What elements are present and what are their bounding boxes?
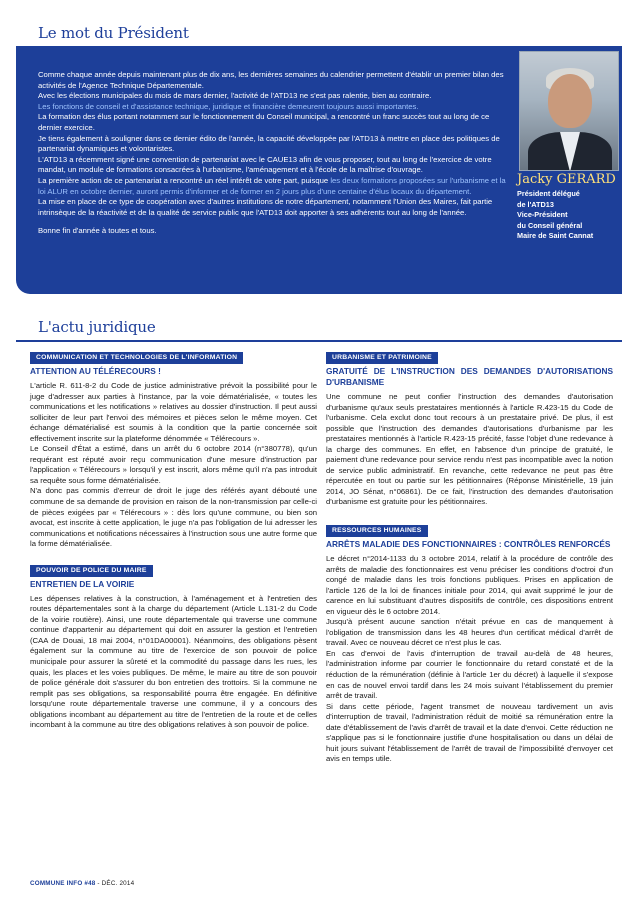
article-title: GRATUITÉ DE L'INSTRUCTION DES DEMANDES D'AUTORISATIONS D'URBANISME: [326, 366, 613, 387]
paragraph-text: La première action de ce partenariat a rencontré un réel intérêt de votre part, puisque: [38, 175, 329, 185]
footer-date: - DÉC. 2014: [95, 880, 135, 887]
paragraph-text: Comme chaque année depuis maintenant plus de dix ans, les dernières semaines du calendrier permettent d'établir un premier bilan des activités de l'Agence Technique Départementale.: [38, 70, 504, 90]
footer-brand: COMMUNE INFO #48: [30, 880, 96, 887]
paragraph-text: La mise en place de ce type de coopération avec d'autres institutions de notre département, notamment l'Union des Maires, fait partie intrinsèque de la réactivité et de la qualité de service public que l'ATD13 doit apporter à ses adhérents tout au long de l'année.: [38, 197, 493, 217]
president-paragraph: [38, 226, 508, 237]
paragraph-text: Je tiens également à souligner dans ce dernier édito de l'année, la capacité développée par l'ATD13 à mettre en place des politiques de partenariat dynamiques et volontaristes.: [38, 133, 500, 154]
actu-section-header: [16, 312, 622, 342]
article-title: ARRÊTS MALADIE DES FONCTIONNAIRES : CONTRÔLES RENFORCÉS: [326, 539, 611, 550]
article-paragraph: L'article R. 611-8-2 du Code de justice administrative prévoit la possibilité pour le juge d'adresser aux parties à l'instance, par la voie dématérialisée, « toutes les communications et les notifications » relatives au dossier d'instruction. Il peut aussi solliciter de leur part l'envoi des mémoires et pièces selon le même moyen. Cet échange dématérialisé est soumis à la condition que la partie concernée soit effectivement inscrite sur la plateforme dénommée « Télérecours ».: [30, 381, 317, 443]
article: [30, 565, 317, 731]
article-paragraph: Si dans cette période, l'agent transmet de nouveau tardivement un avis d'interruption de travail, l'administration réduit de moitié sa rémunération entre la date d'établissement de l'avis d'arrêt de travail et la date d'envoi. Cette réduction ne s'applique pas si le fonctionnaire justifie d'une hospitalisation ou dans un délai de huit jours suivant l'établissement de l'arrêt de travail de l'impossibilité d'envoyer cet avis en temps utile.: [326, 701, 613, 764]
article-title: ENTRETIEN DE LA VOIRIE: [30, 578, 135, 589]
president-role-line: du Conseil général: [517, 220, 583, 230]
article-paragraph: En cas d'envoi de l'avis d'interruption de travail au-delà de 48 heures, l'administration informe par courrier le fonctionnaire du retard constaté et de la réduction de la rémunération (définie à l'article 1er du décret) à laquelle il s'expose en cas de nouvel envoi tardif dans les 24 mois suivant l'établissement du premier arrêt de travail.: [326, 648, 613, 701]
article-category-badge: POUVOIR DE POLICE DU MAIRE: [30, 565, 153, 577]
president-photo: [519, 51, 619, 171]
president-paragraph: [38, 176, 508, 197]
article: [326, 352, 613, 508]
president-paragraph: [38, 102, 508, 113]
president-paragraph: [38, 197, 508, 218]
president-section-title: Le mot du Président: [38, 24, 189, 42]
article-paragraph: Le Conseil d'État a estimé, dans un arrêt du 6 octobre 2014 (n°380778), qu'un requérant est réputé avoir reçu communication d'une mesure d'instruction par l'application « Télérecours » lorsqu'il y est inscrit, alors même qu'il n'a pas introduit sa requête sous forme dématérialisée.: [30, 444, 317, 485]
paragraph-highlight: les deux formations proposées sur l'urbanisme et la loi ALUR en octobre dernier, auront permis d'informer et de former en 2 jours plus d'une centaine d'élus locaux du département.: [38, 175, 506, 196]
paragraph-text: La formation des élus portant notamment sur le fonctionnement du Conseil municipal, a rencontré un franc succès tout au long de ce dernier exercice.: [38, 112, 490, 132]
article-category-badge: COMMUNICATION ET TECHNOLOGIES DE L'INFORMATION: [30, 352, 243, 364]
photo-face: [548, 74, 592, 128]
president-name: Jacky GERARD: [517, 172, 616, 187]
article-paragraph: Les dépenses relatives à la construction, à l'aménagement et à l'entretien des routes départementales sont à la charge du département (Article L.131-2 du Code de la voirie routière). Ainsi, une route départementale qui traverse une commune continue d'appartenir au département qui doit en assurer la gestion et l'entretien (CAA de Douai, 18 mai 2004, n°01DA00001). Néanmoins, des obligations pèsent également sur la commune au titre de l'exercice de son pouvoir de police municipale pour assurer la sûreté et la commodité du passage dans les rues, les quais, les places et les voies publiques. De même, le maire au titre de son pouvoir de police générale doit s'assurer du bon entretien des trottoirs. Si la commune ne remplit pas ses obligations, sa responsabilité pourra être engagée. En définitive lorsqu'une route départementale traverse une commune, il y a concours des obligations incombant au département au titre de l'entretien de la route et de celles incombant à la commune au titre des obligations relatives à son pouvoir de police.: [30, 593, 317, 730]
president-role-line: Maire de Saint Cannat: [517, 231, 594, 241]
president-paragraph: [38, 112, 508, 133]
page-footer: [30, 880, 134, 887]
article-paragraph: Le décret n°2014-1133 du 3 octobre 2014, relatif à la procédure de contrôle des arrêts de maladie des fonctionnaires est venu préciser les conditions d'octroi d'un congé de maladie dans les trois fonctions publiques. Prises en application de l'article 126 de la loi de finances initiale pour 2014, qui avait supprimé le jour de carence en lui substituant d'autres dispositifs de contrôle, ces dispositions entrent en vigueur dès le 6 octobre 2014.: [326, 554, 613, 616]
paragraph-text: Bonne fin d'année à toutes et tous.: [38, 226, 157, 236]
president-paragraph: [38, 70, 508, 91]
article-paragraph: Une commune ne peut confier l'instruction des demandes d'autorisation d'urbanisme qu'aux seuls prestataires mentionnés à l'article R.423-15 du Code de l'urbanisme. Cela exclut donc tout recours à un prestataire privé. De plus, il est possible que l'instruction des demandes d'autorisations d'urbanisme par les prestataires mentionnés à l'article R.423-15 précité, fasse l'objet d'une redevance à la charge des communes. En effet, en l'absence d'un principe de gratuité, le paiement d'une redevance pour service rendu n'est pas incompatible avec la notion de service public administratif. En revanche, cette redevance ne peut pas être répercutée en tout ou partie sur les pétitionnaires (Réponse Ministérielle, 19 juin 2014, JO Sénat, n°06861). De ce fait, l'instruction des demandes d'autorisation d'urbanisme est gratuite pour les pétitionnaires.: [326, 392, 613, 507]
article-category-badge: RESSOURCES HUMAINES: [326, 525, 428, 537]
president-role-line: de l'ATD13: [517, 199, 554, 209]
president-paragraph: [38, 134, 508, 155]
article: [30, 352, 317, 550]
president-section-header: [16, 18, 622, 48]
president-role-line: Président délégué: [517, 189, 580, 198]
article-category-badge: URBANISME ET PATRIMOINE: [326, 352, 438, 364]
article: [326, 525, 613, 765]
president-paragraph: [38, 91, 508, 102]
president-section-tab: [16, 18, 205, 48]
paragraph-text: L'ATD13 a récemment signé une convention de partenariat avec le CAUE13 afin de vous proposer, tout au long de l'exercice de votre mandat, un module de formations consacrées à l'urbanisme, l'aménagement et à l'école de la maîtrise d'ouvrage.: [38, 154, 492, 175]
section-rule: [16, 340, 622, 342]
president-paragraph: [38, 155, 508, 176]
article-title: ATTENTION AU TÉLÉRECOURS !: [30, 366, 161, 376]
left-column: [30, 352, 317, 731]
right-column: [326, 352, 613, 765]
president-role-line: Vice-Président: [517, 210, 568, 220]
president-text: [38, 70, 508, 237]
actu-section-title: L'actu juridique: [38, 318, 156, 336]
actu-section-tab: [16, 312, 172, 342]
paragraph-text: Avec les élections municipales du mois de mars dernier, l'activité de l'ATD13 ne s'est pas ralentie, bien au contraire.: [38, 91, 432, 101]
article-paragraph: N'a donc pas commis d'erreur de droit le juge des référés ayant débouté une commune de sa demande de provision en raison de la non-transmission par celle-ci de pièces exigées par « Télérecours » : dès lors qu'une commune, ou bien son avocat, est inscrite à cette application, le juge n'a pas l'obligation de lui adresser les communications et notifications nécessaires à l'instruction sous une autre forme que la forme dématérialisée.: [30, 486, 317, 549]
paragraph-text: Les fonctions de conseil et d'assistance technique, juridique et financière demeurent toujours aussi importantes.: [38, 101, 419, 111]
article-paragraph: Jusqu'à présent aucune sanction n'était prévue en cas de manquement à l'obligation de transmission dans les 48 heures d'un certificat médical d'arrêt de travail. Avec ce nouveau décret ce n'est plus le cas.: [326, 617, 613, 648]
president-role: [517, 189, 621, 242]
